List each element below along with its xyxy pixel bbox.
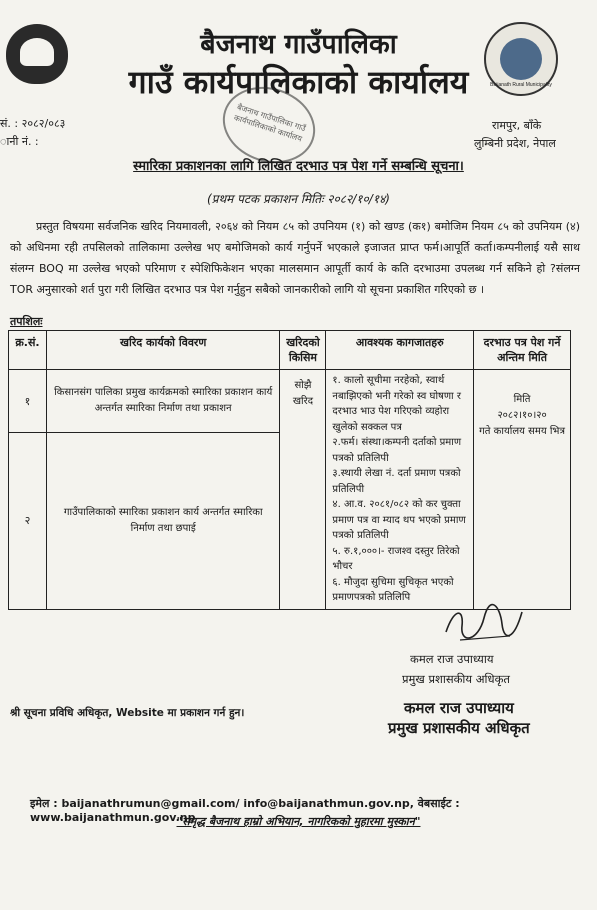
- header-description: खरिद कार्यको विवरण: [46, 331, 279, 370]
- address-line2: लुम्बिनी प्रदेश, नेपाल: [474, 137, 556, 150]
- municipality-logo-icon: [484, 22, 558, 96]
- procurement-table: [8, 330, 571, 610]
- deadline-note: गते कार्यालय समय भित्र: [479, 426, 565, 437]
- signatory-name: कमल राज उपाध्याय: [410, 652, 494, 666]
- row-description: गाउँपालिकाको स्मारिका प्रकाशन कार्य अन्तर्गत स्मारिका निर्माण तथा छपाई: [46, 433, 279, 609]
- document-item: ५. रु.१,०००।- राजश्व दस्तुर तिरेको भौचर: [332, 545, 460, 572]
- website-note: श्री सूचना प्रविधि अधिकृत, Website मा प्रकाशन गर्न हुन।: [10, 707, 245, 719]
- table-row: [9, 370, 571, 433]
- header-deadline: दरभाउ पत्र पेश गर्ने अन्तिम मिति: [474, 331, 571, 370]
- address-line1: रामपुर, बाँके: [492, 119, 542, 132]
- name-stamp: कमल राज उपाध्याय: [404, 699, 514, 717]
- row-sn: १: [9, 370, 47, 433]
- document-item: २.फर्म। संस्था।कम्पनी दर्ताको प्रमाण पत्रको प्रतिलिपी: [332, 437, 462, 464]
- signatory-designation: प्रमुख प्रशासकीय अधिकृत: [402, 672, 510, 686]
- required-documents: [326, 370, 474, 610]
- row-description: किसानसंग पालिका प्रमुख कार्यक्रमको स्मारिका प्रकाशन कार्य अन्तर्गत स्मारिका निर्माण तथा प्रकाशन: [46, 370, 279, 433]
- stamp-text: बैजनाथ गाउँपालिका गाउँ कार्यपालिकाको कार्यालय: [232, 102, 307, 144]
- designation-stamp: प्रमुख प्रशासकीय अधिकृत: [388, 719, 530, 737]
- document-item: ३.स्थायी लेखा नं. दर्ता प्रमाण पत्रको प्रतिलिपी: [332, 468, 461, 495]
- chalani-number: ानी नं. :: [0, 135, 39, 148]
- deadline-date: २०८२।१०।२०: [497, 410, 547, 421]
- notice-body: प्रस्तुत विषयमा सर्वजनिक खरिद नियमावली, २०६४ को नियम ८५ को उपनियम (१) को खण्ड (क१) बमोजिम नियम ८५ को उपनियम (४) को अधिनमा रही तपसिलको तालिकामा उल्लेख भए बमोजिमको कार्य गर्नुपर्ने भएकाले इजाजत प्राप्त फर्म।आपूर्ति कर्ता।कम्पनीलाई यसै साथ संलग्न BOQ मा उल्लेख भएको परिमाण र स्पेशिफिकेशन भएका मालसमान आपूर्ती कार्य के कति दरभाउमा उपलब्ध गर्न सकिने हो ?संलग्न TOR अनुसारको शर्त पुरा गरी लिखित दरभाउ पत्र पेश गर्नुहुन सबैको जानकारीको लागि यो सूचना प्रकाशित गरिएको छ ।: [10, 220, 580, 296]
- table-header-row: [9, 331, 571, 370]
- publish-date: (प्रथम पटक प्रकाशन मितिः २०८२/१०/१४): [206, 192, 390, 206]
- document-item: १. कालो सूचीमा नरहेको, स्वार्थ नबाझिएको भनी गरेको स्व घोषणा र दरभाउ भाउ पेश गरिएको व्यहोरा खुलेको सक्कल पत्र: [332, 375, 461, 433]
- municipality-name: बैजनाथ गाउँपालिका: [200, 29, 397, 60]
- row-sn: २: [9, 433, 47, 609]
- document-item: ६. मौजुदा सुचिमा सुचिकृत भएको प्रमाणपत्रको प्रतिलिपि: [332, 576, 454, 603]
- deadline: [474, 370, 571, 610]
- tapsil-label: तपशिलः: [10, 315, 43, 328]
- letter-number: सं. : २०८२/०८३: [0, 117, 66, 130]
- document-item: ४. आ.व. २०८१/०८२ को कर चुक्ता प्रमाण पत्र वा म्याद थप भएको प्रमाण पत्रको प्रतिलिपी: [332, 499, 466, 541]
- slogan: "समृद्ध बैजनाथ हाम्रो अभियान, नागरिकको मुहारमा मुस्कान": [176, 815, 421, 828]
- office-name: गाउँ कार्यपालिकाको कार्यालय: [128, 63, 469, 101]
- notice-title: स्मारिका प्रकाशनका लागि लिखित दरभाउ पत्र पेश गर्ने सम्बन्धि सूचना।: [133, 159, 464, 174]
- contact-line: इमेल : baijanathrumun@gmail.com/ info@baijanathmun.gov.np, वेबसाईट : www.baijanathmun.gov.np: [30, 797, 460, 824]
- logo-text: Baijanath Rural Municipality: [490, 82, 552, 88]
- header-sn: क्र.सं.: [9, 331, 47, 370]
- header-documents: आवश्यक कागजातहरु: [326, 331, 474, 370]
- deadline-label: मिति: [513, 394, 531, 405]
- signature-scribble-icon: [440, 602, 526, 648]
- procurement-type: सोझै खरिद: [280, 370, 326, 610]
- header-procurement-type: खरिदको किसिम: [280, 331, 326, 370]
